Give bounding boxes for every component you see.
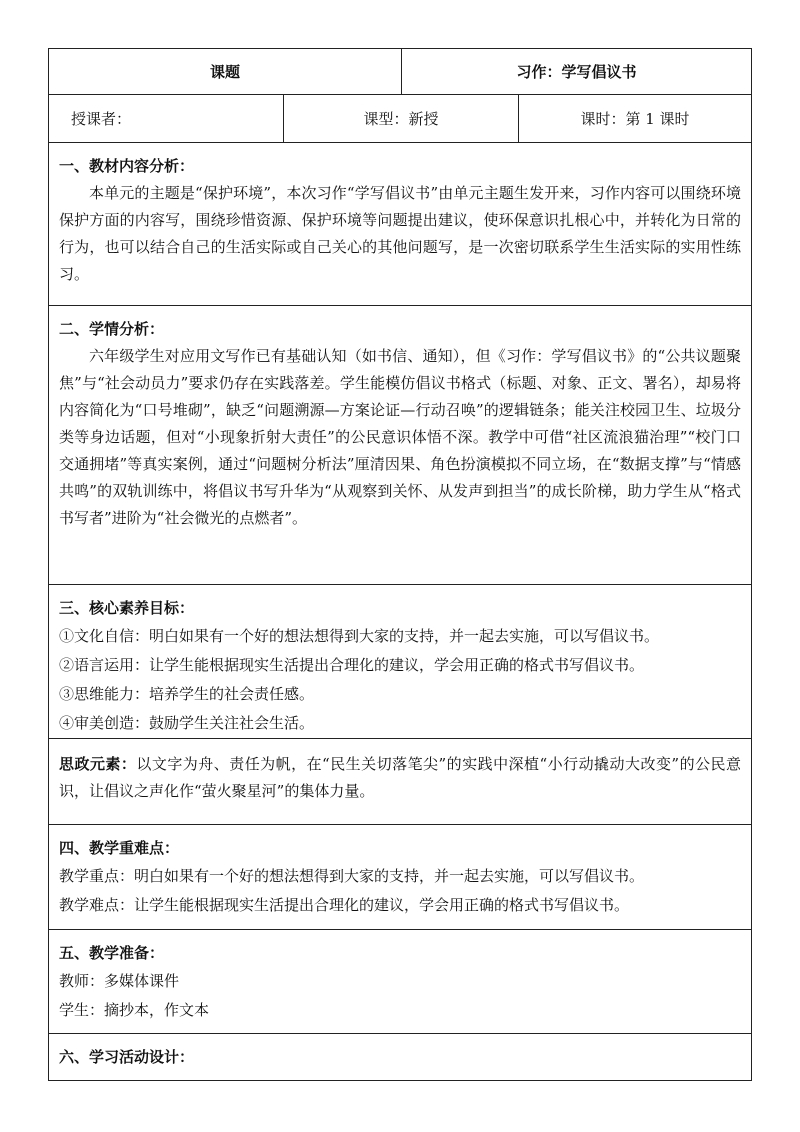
ideology-label: 思政元素：: [59, 755, 137, 773]
meta-row: [49, 95, 751, 143]
section-heading-preparation: 五、教学准备：: [59, 944, 165, 962]
lesson-hours: 课时：第 1 课时: [580, 110, 690, 128]
goal-item: ④审美创造：鼓励学生关注社会生活。: [59, 714, 315, 732]
difficult-point-item: 教学难点：让学生能根据现实生活提出合理化的建议，学会用正确的格式书写倡议书。: [59, 896, 630, 914]
lesson-hours-cell: [519, 95, 751, 142]
goal-item: ①文化自信：明白如果有一个好的想法想得到大家的支持，并一起去实施，可以写倡议书。: [59, 627, 660, 645]
material-analysis-text: 本单元的主题是“保护环境”，本次习作“学写倡议书”由单元主题生发开来，习作内容可以围绕环境保护方面的内容写，围绕珍惜资源、保护环境等问题提出建议，使环保意识扎根心中，并转化为日常的行为，也可以结合自己的生活实际或自己关心的其他问题写，是一次密切联系学生生活实际的实用性练习。: [59, 184, 741, 283]
ideology-paragraph: [59, 751, 741, 805]
section-heading-learners: 二、学情分析：: [59, 320, 165, 338]
lesson-plan-table: [48, 48, 752, 1081]
section-heading-material: 一、教材内容分析：: [59, 157, 195, 175]
topic-value-cell: [402, 49, 751, 94]
ideology-section: [49, 739, 751, 825]
topic-label: 课题: [209, 63, 240, 81]
ideology-text: 以文字为舟、责任为帆，在“民生关切落笔尖”的实践中深植“小行动撬动大改变”的公民意识，让倡议之声化作“萤火聚星河”的集体力量。: [59, 755, 741, 800]
goal-item: ②语言运用：让学生能根据现实生活提出合理化的建议，学会用正确的格式书写倡议书。: [59, 656, 645, 674]
teacher-label: 授课者：: [71, 110, 132, 128]
section-heading-activities: 六、学习活动设计：: [59, 1048, 195, 1066]
lesson-type-cell: [284, 95, 519, 142]
key-points-section: [49, 825, 751, 930]
key-point-item: 教学重点：明白如果有一个好的想法想得到大家的支持，并一起去实施，可以写倡议书。: [59, 867, 645, 885]
teacher-cell: [49, 95, 284, 142]
activities-section: [49, 1034, 751, 1080]
topic-label-cell: [49, 49, 402, 94]
section-heading-goals: 三、核心素养目标：: [59, 599, 195, 617]
core-goals-section: [49, 585, 751, 739]
learner-analysis-section: [49, 306, 751, 585]
goal-item: ③思维能力：培养学生的社会责任感。: [59, 685, 315, 703]
topic-value: 习作：学写倡议书: [516, 63, 637, 81]
material-analysis-section: [49, 143, 751, 306]
student-preparation: 学生：摘抄本，作文本: [59, 1001, 210, 1019]
preparation-section: [49, 930, 751, 1034]
lesson-type: 课型：新授: [363, 110, 439, 128]
section-heading-key-points: 四、教学重难点：: [59, 839, 180, 857]
teacher-preparation: 教师：多媒体课件: [59, 972, 180, 990]
learner-analysis-text: 六年级学生对应用文写作已有基础认知（如书信、通知），但《习作：学写倡议书》的“公共议题聚焦”与“社会动员力”要求仍存在实践落差。学生能模仿倡议书格式（标题、对象、正文、署名），却易将内容简化为“口号堆砌”，缺乏“问题溯源—方案论证—行动召唤”的逻辑链条；能关注校园卫生、垃圾分类等身边话题，但对“小现象折射大责任”的公民意识体悟不深。教学中可借“社区流浪猫治理”“校门口交通拥堵”等真实案例，通过“问题树分析法”厘清因果、角色扮演模拟不同立场，在“数据支撑”与“情感共鸣”的双轨训练中，将倡议书写升华为“从观察到关怀、从发声到担当”的成长阶梯，助力学生从“格式书写者”进阶为“社会微光的点燃者”。: [59, 347, 741, 527]
title-row: [49, 49, 751, 95]
